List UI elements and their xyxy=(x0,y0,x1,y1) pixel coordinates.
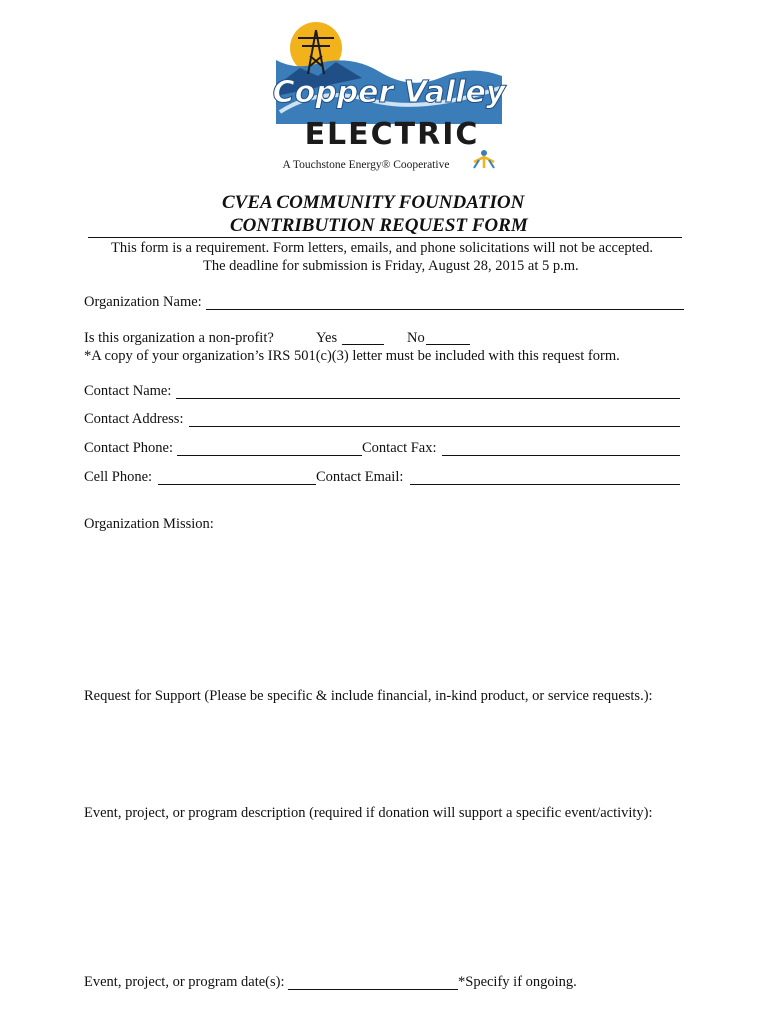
support-field[interactable] xyxy=(84,707,684,797)
svg-text:A Touchstone Energy® Cooperati: A Touchstone Energy® Cooperative xyxy=(282,159,450,171)
event-dates-label: Event, project, or program date(s): xyxy=(84,974,285,990)
contact-name-field[interactable] xyxy=(176,385,680,399)
contact-phone-label: Contact Phone: xyxy=(84,440,174,456)
yes-label: Yes xyxy=(316,330,338,346)
event-description-label: Event, project, or program description (required if donation will support a specific event/activity): xyxy=(84,805,653,821)
no-field[interactable] xyxy=(426,331,470,345)
contact-name-label: Contact Name: xyxy=(84,383,172,399)
intro-line2: The deadline for submission is Friday, August 28, 2015 at 5 p.m. xyxy=(203,258,579,274)
mission-label: Organization Mission: xyxy=(84,516,214,532)
irs-note: *A copy of your organization’s IRS 501(c)(3) letter must be included with this request form. xyxy=(84,348,620,364)
cell-phone-field[interactable] xyxy=(158,471,316,485)
contact-phone-field[interactable] xyxy=(177,442,362,456)
org-name-field[interactable] xyxy=(206,296,684,310)
ongoing-note: *Specify if ongoing. xyxy=(458,974,577,990)
form-title-line2: CONTRIBUTION REQUEST FORM xyxy=(230,215,528,236)
nonprofit-question: Is this organization a non-profit? xyxy=(84,330,274,346)
contact-fax-label: Contact Fax: xyxy=(362,440,437,456)
contact-address-field[interactable] xyxy=(189,413,680,427)
copper-valley-electric-logo xyxy=(270,16,510,178)
no-label: No xyxy=(407,330,425,346)
svg-text:ELECTRIC: ELECTRIC xyxy=(304,117,480,152)
contact-fax-field[interactable] xyxy=(442,442,680,456)
title-divider xyxy=(88,237,682,238)
intro-line1: This form is a requirement. Form letters, emails, and phone solicitations will not be accepted. xyxy=(111,240,654,256)
form-title-line1: CVEA COMMUNITY FOUNDATION xyxy=(222,192,525,213)
contact-email-field[interactable] xyxy=(410,471,680,485)
cell-phone-label: Cell Phone: xyxy=(84,469,153,485)
org-name-label: Organization Name: xyxy=(84,294,202,310)
event-description-field[interactable] xyxy=(84,824,684,964)
mission-field[interactable] xyxy=(84,535,684,675)
svg-text:Copper Valley: Copper Valley xyxy=(272,75,506,110)
contact-address-label: Contact Address: xyxy=(84,411,184,427)
contact-email-label: Contact Email: xyxy=(316,469,404,485)
event-dates-field[interactable] xyxy=(288,976,458,990)
yes-field[interactable] xyxy=(342,331,384,345)
support-label: Request for Support (Please be specific & include financial, in-kind product, or service requests.): xyxy=(84,688,653,704)
